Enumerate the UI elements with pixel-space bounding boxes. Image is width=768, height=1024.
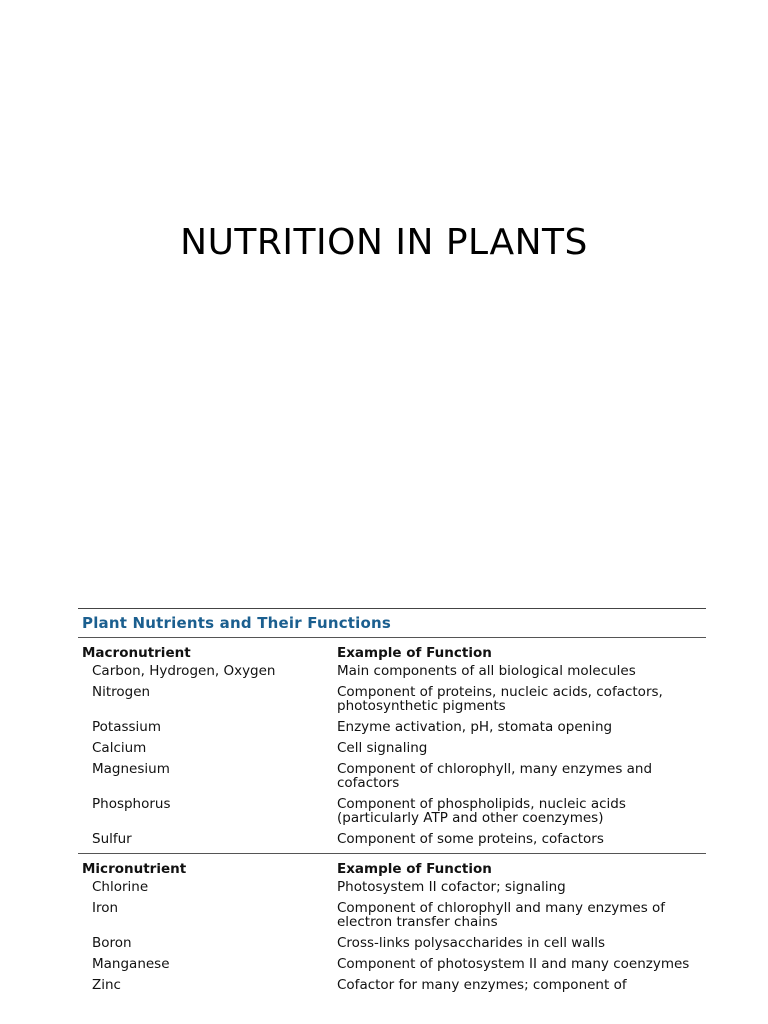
nutrient-name: Carbon, Hydrogen, Oxygen bbox=[92, 663, 276, 679]
slide-title: NUTRITION IN PLANTS bbox=[180, 222, 588, 263]
nutrient-function: Component of photosystem II and many coenzymes bbox=[337, 956, 690, 972]
micronutrient-column-header: Micronutrient bbox=[82, 861, 187, 877]
nutrient-function: Component of chlorophyll and many enzymes of electron transfer chains bbox=[337, 900, 666, 930]
macro-function-column-header: Example of Function bbox=[337, 645, 492, 661]
nutrient-name: Nitrogen bbox=[92, 684, 151, 700]
table-row bbox=[78, 762, 706, 797]
table-row bbox=[78, 880, 706, 901]
nutrient-function: Component of chlorophyll, many enzymes and cofactors bbox=[337, 761, 653, 791]
table-row bbox=[78, 978, 706, 999]
table-heading: Plant Nutrients and Their Functions bbox=[82, 614, 392, 632]
table-row bbox=[78, 685, 706, 720]
table-row bbox=[78, 832, 706, 853]
nutrient-name: Iron bbox=[92, 900, 119, 916]
nutrient-name: Boron bbox=[92, 935, 132, 951]
micronutrient-header-row bbox=[78, 854, 706, 880]
nutrient-name: Phosphorus bbox=[92, 796, 171, 812]
table-row bbox=[78, 720, 706, 741]
table-row bbox=[78, 957, 706, 978]
nutrient-name: Sulfur bbox=[92, 831, 132, 847]
nutrients-table bbox=[78, 608, 706, 999]
macronutrient-header-row bbox=[78, 638, 706, 664]
nutrient-name: Calcium bbox=[92, 740, 147, 756]
nutrient-function: Cell signaling bbox=[337, 740, 428, 756]
table-row bbox=[78, 901, 706, 936]
nutrient-function: Component of phospholipids, nucleic acids (particularly ATP and other coenzymes) bbox=[337, 796, 626, 826]
table-row bbox=[78, 936, 706, 957]
table-row bbox=[78, 664, 706, 685]
nutrient-name: Magnesium bbox=[92, 761, 170, 777]
nutrient-function: Enzyme activation, pH, stomata opening bbox=[337, 719, 613, 735]
nutrient-name: Manganese bbox=[92, 956, 170, 972]
table-row bbox=[78, 797, 706, 832]
macronutrient-rows bbox=[78, 664, 706, 853]
table-row bbox=[78, 741, 706, 762]
macronutrient-column-header: Macronutrient bbox=[82, 645, 191, 661]
nutrient-function: Component of some proteins, cofactors bbox=[337, 831, 604, 847]
nutrient-function: Cofactor for many enzymes; component of bbox=[337, 977, 627, 993]
nutrient-name: Potassium bbox=[92, 719, 162, 735]
nutrient-name: Chlorine bbox=[92, 879, 149, 895]
nutrient-function: Main components of all biological molecules bbox=[337, 663, 636, 679]
nutrient-function: Photosystem II cofactor; signaling bbox=[337, 879, 566, 895]
nutrient-function: Cross-links polysaccharides in cell walls bbox=[337, 935, 606, 951]
micronutrient-rows bbox=[78, 880, 706, 999]
micro-function-column-header: Example of Function bbox=[337, 861, 492, 877]
nutrient-name: Zinc bbox=[92, 977, 121, 993]
nutrient-function: Component of proteins, nucleic acids, cofactors, photosynthetic pigments bbox=[337, 684, 663, 714]
